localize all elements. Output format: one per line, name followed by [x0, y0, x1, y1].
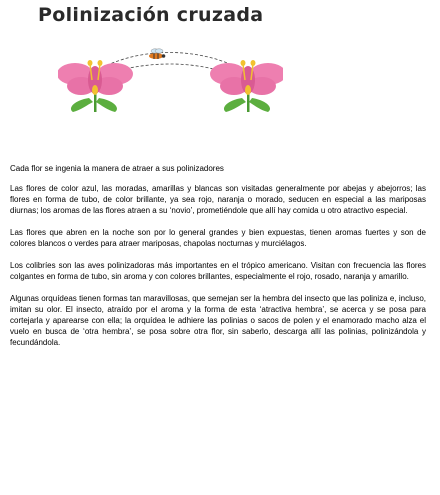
stem: [247, 92, 250, 112]
anther: [251, 60, 256, 66]
page-title: Polinización cruzada: [38, 4, 264, 26]
paragraph-night-flowers: Las flores que abren en la noche son por lo general grandes y bien expuestas, tienen aromas fuertes y son de colores blancos o verdes para atraer mariposas, chapolas nocturnas y murciélagos.: [10, 228, 426, 248]
paragraph-hummingbirds: Los colibríes son las aves polinizadoras más importantes en el trópico americano. Visitan con frecuencia las flores colgantes en forma de tubo, sin aroma y con colores brillantes, especialmente el rojo, rosado, naranja y amarillo.: [10, 261, 426, 281]
ovary: [92, 85, 98, 95]
anther: [241, 60, 246, 66]
ovary: [245, 85, 251, 95]
paragraph-bees-butterflies: Las flores de color azul, las moradas, amarillas y blancas son visitadas generalmente por abejas y abejorros; las flores en forma de tubo, de color brillante, ya sea rojo, naranja o morado, seducen en especial a las mariposas diurnas; los aromas de las flores atraen a su ‘novio’, prometiéndole que allí hay comida u otro atractivo especial.: [10, 184, 426, 215]
anther: [88, 60, 93, 66]
leaf-left-b: [96, 98, 117, 112]
article-body: [10, 163, 426, 359]
paragraph-orchids: Algunas orquídeas tienen formas tan maravillosas, que semejan ser la hembra del insecto que las poliniza e, incluso, imitan su olor. El insecto, atraído por el aroma y la forma de esta ‘atractiva hembra’, se acerca y se posa para cortejarla y aparearse con ella; la orquídea le adhiere las polinias o sacos de polen y el enamorado macho alza el vuelo en busca de ‘otra hembra’, se posa sobre otra flor, sin saberlo, descarga allí las polinias, polinizándola y fecundándola.: [10, 294, 426, 347]
leaf-left-a: [71, 98, 93, 112]
cross-pollination-illustration: [58, 42, 283, 112]
leaf-right-a: [224, 98, 246, 112]
anther: [98, 60, 103, 66]
stem: [94, 92, 97, 112]
left-flower: [58, 60, 133, 112]
leaf-right-b: [249, 98, 270, 112]
intro-paragraph: Cada flor se ingenia la manera de atraer a sus polinizadores: [10, 164, 224, 173]
insect-icon: [149, 49, 165, 59]
right-flower: [210, 60, 283, 112]
